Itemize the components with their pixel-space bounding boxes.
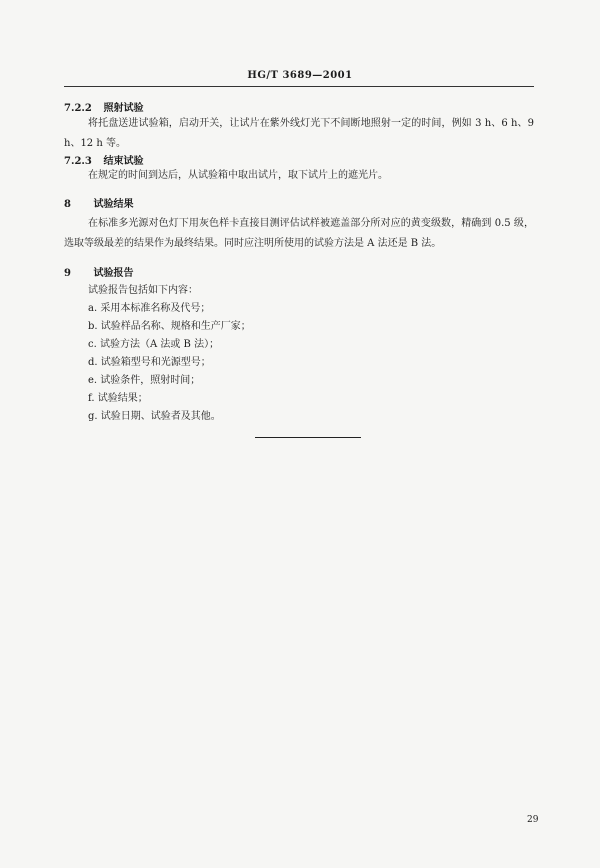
section-title: 试验报告	[93, 268, 134, 279]
section-title: 照射试验	[103, 103, 144, 114]
section-number: 9	[64, 268, 71, 279]
header-rule	[64, 86, 534, 87]
section-9-intro: 试验报告包括如下内容：	[88, 285, 198, 296]
standard-code-header: HG/T 3689—2001	[247, 70, 353, 81]
list-item: a. 采用本标准名称及代号；	[88, 303, 211, 314]
end-of-document-rule	[255, 437, 361, 438]
section-8-text: 在标准多光源对色灯下用灰色样卡直接目测评估试样被遮盖部分所对应的黄变级数，精确到 0.5 级，选取等级最差的结果作为最终结果。同时应注明所使用的试验方法是 A 法还是 B 法。	[64, 218, 534, 249]
section-number: 8	[64, 199, 71, 210]
section-title: 结束试验	[103, 156, 144, 167]
section-number: 7.2.3	[64, 156, 92, 167]
section-number: 7.2.2	[64, 103, 92, 114]
list-item: d. 试验箱型号和光源型号；	[88, 357, 211, 368]
list-item: g. 试验日期、试验者及其他。	[88, 411, 221, 422]
list-item: f. 试验结果；	[88, 393, 148, 404]
section-7-2-2-heading	[64, 99, 143, 114]
list-item: c. 试验方法（A 法或 B 法）；	[88, 339, 220, 350]
section-7-2-2-text: 将托盘送进试验箱，启动开关，让试片在紫外线灯光下不间断地照射一定的时间，例如 3 h、6 h、9 h、12 h 等。	[64, 118, 534, 149]
section-7-2-3-heading	[64, 152, 143, 167]
section-8-heading	[64, 195, 133, 210]
section-7-2-3-text: 在规定的时间到达后，从试验箱中取出试片，取下试片上的遮光片。	[88, 170, 388, 181]
list-item: b. 试验样品名称、规格和生产厂家；	[88, 321, 251, 332]
section-title: 试验结果	[93, 199, 134, 210]
page-number: 29	[527, 815, 539, 825]
list-item: e. 试验条件，照射时间；	[88, 375, 201, 386]
section-9-heading	[64, 264, 133, 279]
